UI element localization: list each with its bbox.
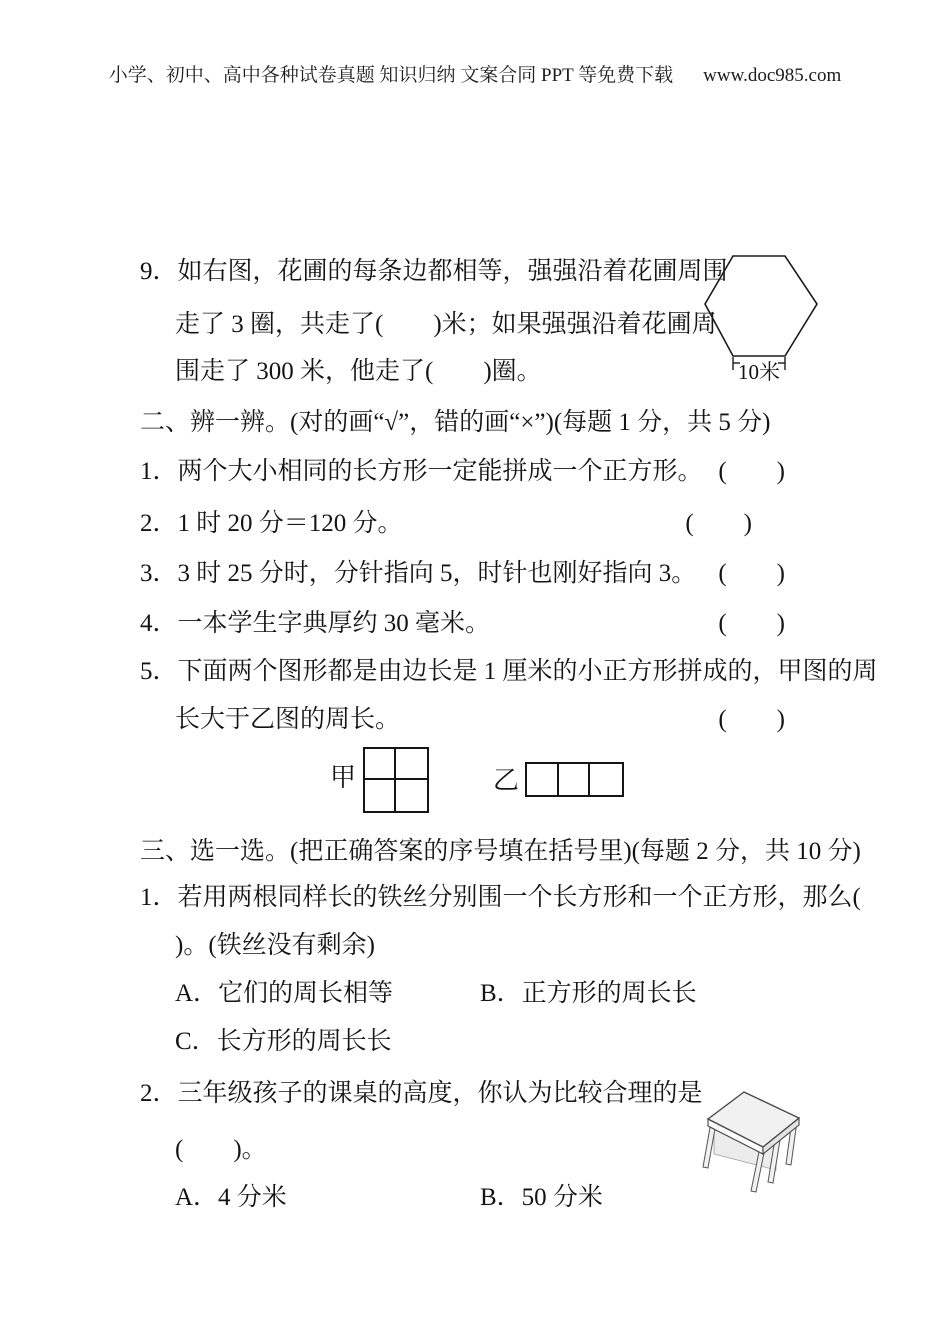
- s3q2-option-b: B．50 分米: [480, 1184, 603, 1211]
- s3q1-option-b: B．正方形的周长长: [480, 980, 697, 1007]
- grid-cell: [559, 764, 591, 795]
- hexagon-side-label: 10米: [738, 360, 780, 384]
- answer-blank: ( ): [685, 510, 752, 537]
- s3q2-line1: 2．三年级孩子的课桌的高度，你认为比较合理的是: [140, 1080, 703, 1107]
- desk-illustration: [696, 1086, 808, 1198]
- figure-jia-grid: [363, 747, 429, 813]
- grid-cell: [590, 764, 622, 795]
- tf-question-5-line2: [175, 704, 785, 736]
- header-promo-text: 小学、初中、高中各种试卷真题 知识归纳 文案合同 PPT 等免费下载: [108, 65, 674, 86]
- grid-cell: [365, 780, 396, 811]
- answer-blank: ( ): [718, 706, 785, 733]
- tf-question-4: [140, 608, 785, 640]
- grid-cell: [396, 749, 427, 780]
- tf-question-text: 长大于乙图的周长。: [175, 706, 401, 733]
- grid-cell: [365, 749, 396, 780]
- grid-cell: [396, 780, 427, 811]
- page-header: [0, 60, 950, 87]
- tf-question-3: [140, 558, 785, 590]
- tf-question-5-line1: 5．下面两个图形都是由边长是 1 厘米的小正方形拼成的，甲图的周: [140, 658, 878, 685]
- q9-line2: 走了 3 圈，共走了( )米；如果强强沿着花圃周: [175, 311, 717, 338]
- tf-question-text: 2．1 时 20 分＝120 分。: [140, 510, 403, 537]
- tf-question-text: 3．3 时 25 分时，分针指向 5，时针也刚好指向 3。: [140, 560, 697, 587]
- answer-blank: ( ): [718, 610, 785, 637]
- answer-blank: ( ): [718, 458, 785, 485]
- q9-line3: 围走了 300 米，他走了( )圈。: [175, 358, 542, 385]
- figure-yi-grid: [525, 762, 624, 797]
- section3-title: 三、选一选。(把正确答案的序号填在括号里)(每题 2 分，共 10 分): [140, 838, 861, 865]
- s3q2-answer-blank: ( )。: [175, 1136, 267, 1163]
- s3q1-option-a: A．它们的周长相等: [175, 980, 394, 1007]
- tf-question-1: [140, 456, 785, 488]
- tf-question-text: 4．一本学生字典厚约 30 毫米。: [140, 610, 491, 637]
- answer-blank: ( ): [718, 560, 785, 587]
- s3q1-option-c: C．长方形的周长长: [175, 1028, 392, 1055]
- hexagon-shape: [705, 256, 817, 356]
- s3q1-line1: 1．若用两根同样长的铁丝分别围一个长方形和一个正方形，那么(: [140, 884, 861, 911]
- hexagon-figure: [700, 253, 825, 388]
- tf-question-2: [140, 508, 785, 540]
- figure-jia-label: 甲: [330, 763, 357, 792]
- s3q1-line2: )。(铁丝没有剩余): [175, 932, 375, 959]
- header-site-url: www.doc985.com: [703, 65, 842, 86]
- grid-cell: [527, 764, 559, 795]
- section2-title: 二、辨一辨。(对的画“√”，错的画“×”)(每题 1 分，共 5 分): [140, 409, 771, 436]
- q9-line1: 9．如右图，花圃的每条边都相等，强强沿着花圃周围: [140, 258, 728, 285]
- s3q2-option-a: A．4 分米: [175, 1184, 287, 1211]
- tf-question-text: 1．两个大小相同的长方形一定能拼成一个正方形。: [140, 458, 703, 485]
- figure-yi-label: 乙: [493, 766, 520, 795]
